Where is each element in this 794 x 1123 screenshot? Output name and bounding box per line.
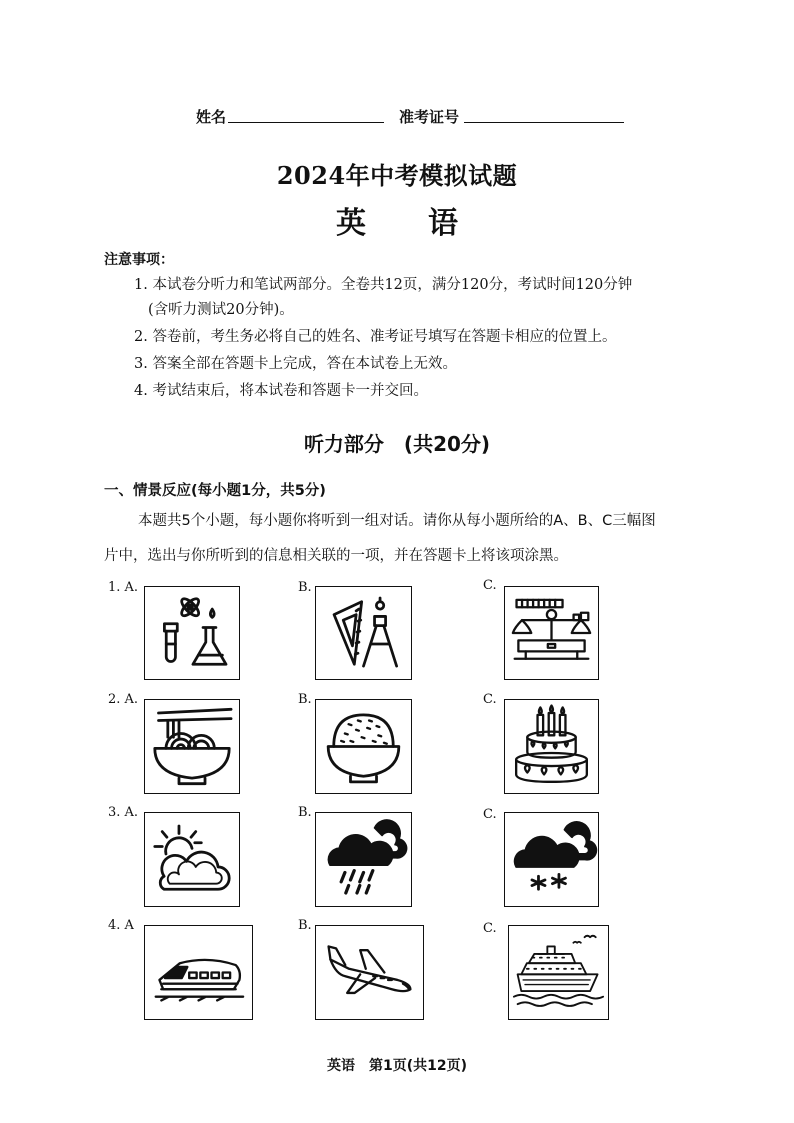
listening-section-title: 听力部分 (共20分) — [303, 432, 491, 456]
notes-heading: 注意事项： — [104, 252, 174, 268]
option-label: C. — [483, 692, 497, 707]
option-label: 4. A — [108, 918, 134, 933]
note-item: 1. 本试卷分听力和笔试两部分。全卷共12页，满分120分，考试时间120分钟 — [134, 277, 633, 293]
note-item: 4. 考试结束后，将本试卷和答题卡一并交回。 — [134, 383, 428, 399]
note-item: (含听力测试20分钟)。 — [148, 302, 294, 318]
train-icon — [144, 925, 253, 1020]
option-label: 3. A. — [108, 805, 139, 820]
exam-id-label: 准考证号 — [399, 108, 460, 126]
airplane-icon — [315, 925, 424, 1020]
subject-title — [0, 198, 794, 242]
note-item: 3. 答案全部在答题卡上完成，答在本试卷上无效。 — [134, 356, 457, 372]
note-item: 2. 答卷前，考生务必将自己的姓名、准考证号填写在答题卡相应的位置上。 — [134, 329, 617, 345]
option-label: 2. A. — [108, 692, 139, 707]
subject-char-2: 语 — [428, 206, 458, 241]
option-label: C. — [483, 921, 497, 936]
science-lab-icon — [144, 586, 240, 680]
ruler-compass-icon — [315, 586, 412, 680]
sun-cloud-icon — [144, 812, 240, 907]
rain-cloud-icon — [315, 812, 412, 907]
page-footer: 英语 第1页(共12页) — [326, 1058, 468, 1074]
option-label: B. — [298, 692, 312, 707]
exam-id-blank — [464, 122, 624, 123]
rice-bowl-icon — [315, 699, 412, 794]
exam-title: 2024年中考模拟试题 — [276, 161, 518, 190]
option-label: B. — [298, 805, 312, 820]
snow-cloud-icon — [504, 812, 599, 907]
cruise-ship-icon — [508, 925, 609, 1020]
option-label: C. — [483, 578, 497, 593]
name-blank — [228, 122, 384, 123]
instruction-line: 片中，选出与你所听到的信息相关联的一项，并在答题卡上将该项涂黑。 — [104, 548, 568, 564]
option-label: C. — [483, 807, 497, 822]
instruction-line: 本题共5个小题，每小题你将听到一组对话。请你从每小题所给的A、B、C三幅图 — [138, 513, 656, 529]
part-heading: 一、情景反应(每小题1分，共5分) — [104, 483, 326, 499]
noodles-bowl-icon — [144, 699, 240, 794]
balance-scale-icon — [504, 586, 599, 680]
subject-char-1: 英 — [336, 206, 366, 241]
option-label: B. — [298, 580, 312, 595]
birthday-cake-icon — [504, 699, 599, 794]
option-label: 1. A. — [108, 580, 139, 595]
name-label: 姓名 — [196, 108, 227, 126]
option-label: B. — [298, 918, 312, 933]
